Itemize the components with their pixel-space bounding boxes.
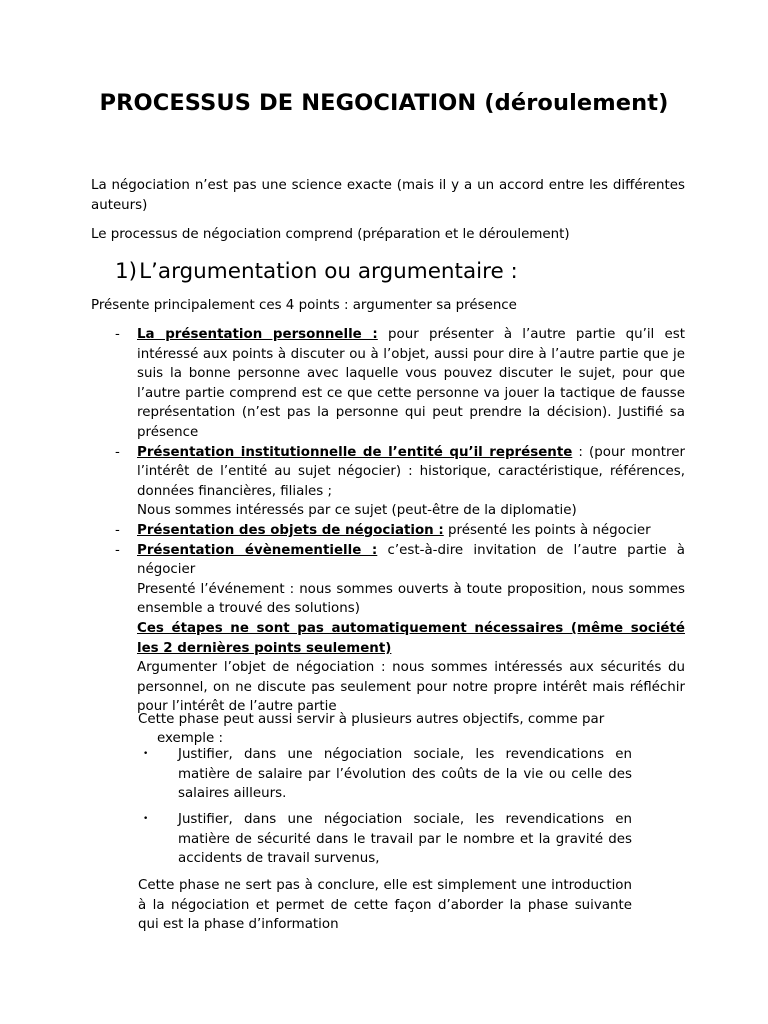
- item-extra-text: Presenté l’événement : nous sommes ouverts à toute proposition, nous sommes ensemble a trouvé des solutions): [137, 581, 685, 617]
- list-item-event-presentation: [91, 541, 685, 717]
- bullet-text: Justifier, dans une négociation sociale, les revendications en matière de salaire par l’évolution des coûts de la vie ou celle des salaires ailleurs.: [178, 747, 632, 802]
- bullet-icon: •: [143, 814, 149, 824]
- dash-marker: -: [115, 542, 120, 558]
- item-label: La présentation personnelle :: [137, 327, 378, 342]
- bullet-item-safety: [143, 810, 632, 869]
- item-note: Ces étapes ne sont pas automatiquement nécessaires (même société les 2 dernières points seulement): [137, 620, 685, 656]
- section-heading-1: [115, 256, 518, 288]
- intro-paragraph-1: La négociation n’est pas une science exacte (mais il y a un accord entre les différentes auteurs): [91, 178, 685, 213]
- bullet-icon: •: [143, 749, 149, 759]
- bullet-item-salary: [143, 745, 632, 804]
- item-extra-text-2: Argumenter l’objet de négociation : nous sommes intéressés aux sécurités du personnel, on ne discute pas seulement pour notre propre intérêt mais réfléchir pour l’intérêt de l’autre partie: [137, 660, 685, 715]
- bullet-text: Justifier, dans une négociation sociale, les revendications en matière de sécurité dans le travail par le nombre et la gravité des accidents de travail survenus,: [178, 812, 632, 867]
- item-text: c’est-à-dire invitation de l’autre partie à négocier: [137, 542, 685, 578]
- dash-marker: -: [115, 327, 120, 342]
- list-item-institutional-presentation: [91, 443, 685, 521]
- item-extra-text: Nous sommes intéressés par ce sujet (peut-être de la diplomatie): [137, 503, 577, 519]
- section-number: 1): [115, 259, 138, 284]
- item-text: pour présenter à l’autre partie qu’il est intéressé aux points à discuter ou à l’objet, aussi pour dire à l’autre partie que je suis la bonne personne avec laquelle vous pouvez discuter le sujet, pour que l’autre partie comprend est ce que cette personne va jouer la tactique de fausse représentation (n’est pas la personne qui peut prendre la décision). Justifié sa présence: [137, 327, 685, 440]
- dash-marker: -: [115, 444, 120, 460]
- phase-closing-paragraph: Cette phase ne sert pas à conclure, elle est simplement une introduction à la négociation et permet de cette façon d’aborder la phase suivante qui est la phase d’information: [138, 878, 632, 933]
- item-text: : (pour montrer l’intérêt de l’entité au sujet négocier) : historique, caractéristique, références, données financières, filiales ;: [137, 444, 686, 499]
- section-heading-text: L’argumentation ou argumentaire :: [139, 259, 518, 284]
- phase-intro-text: Cette phase peut aussi servir à plusieurs autres objectifs, comme par: [138, 712, 605, 727]
- intro-paragraph-2: Le processus de négociation comprend (préparation et le déroulement): [91, 227, 570, 242]
- section-intro-paragraph: Présente principalement ces 4 points : argumenter sa présence: [91, 298, 517, 313]
- item-label: Présentation institutionnelle de l’entité qu’il représente: [137, 444, 573, 460]
- list-item-objects-presentation: [91, 521, 685, 541]
- argument-points-list: [91, 325, 685, 717]
- item-label: Présentation des objets de négociation :: [137, 522, 444, 538]
- document-title: PROCESSUS DE NEGOCIATION (déroulement): [99, 90, 669, 116]
- item-label: Présentation évènementielle :: [137, 542, 378, 558]
- dash-marker: -: [115, 522, 120, 538]
- list-item-personal-presentation: [91, 325, 685, 443]
- phase-intro-continuation: exemple :: [157, 731, 224, 746]
- item-text: présenté les points à négocier: [443, 522, 651, 538]
